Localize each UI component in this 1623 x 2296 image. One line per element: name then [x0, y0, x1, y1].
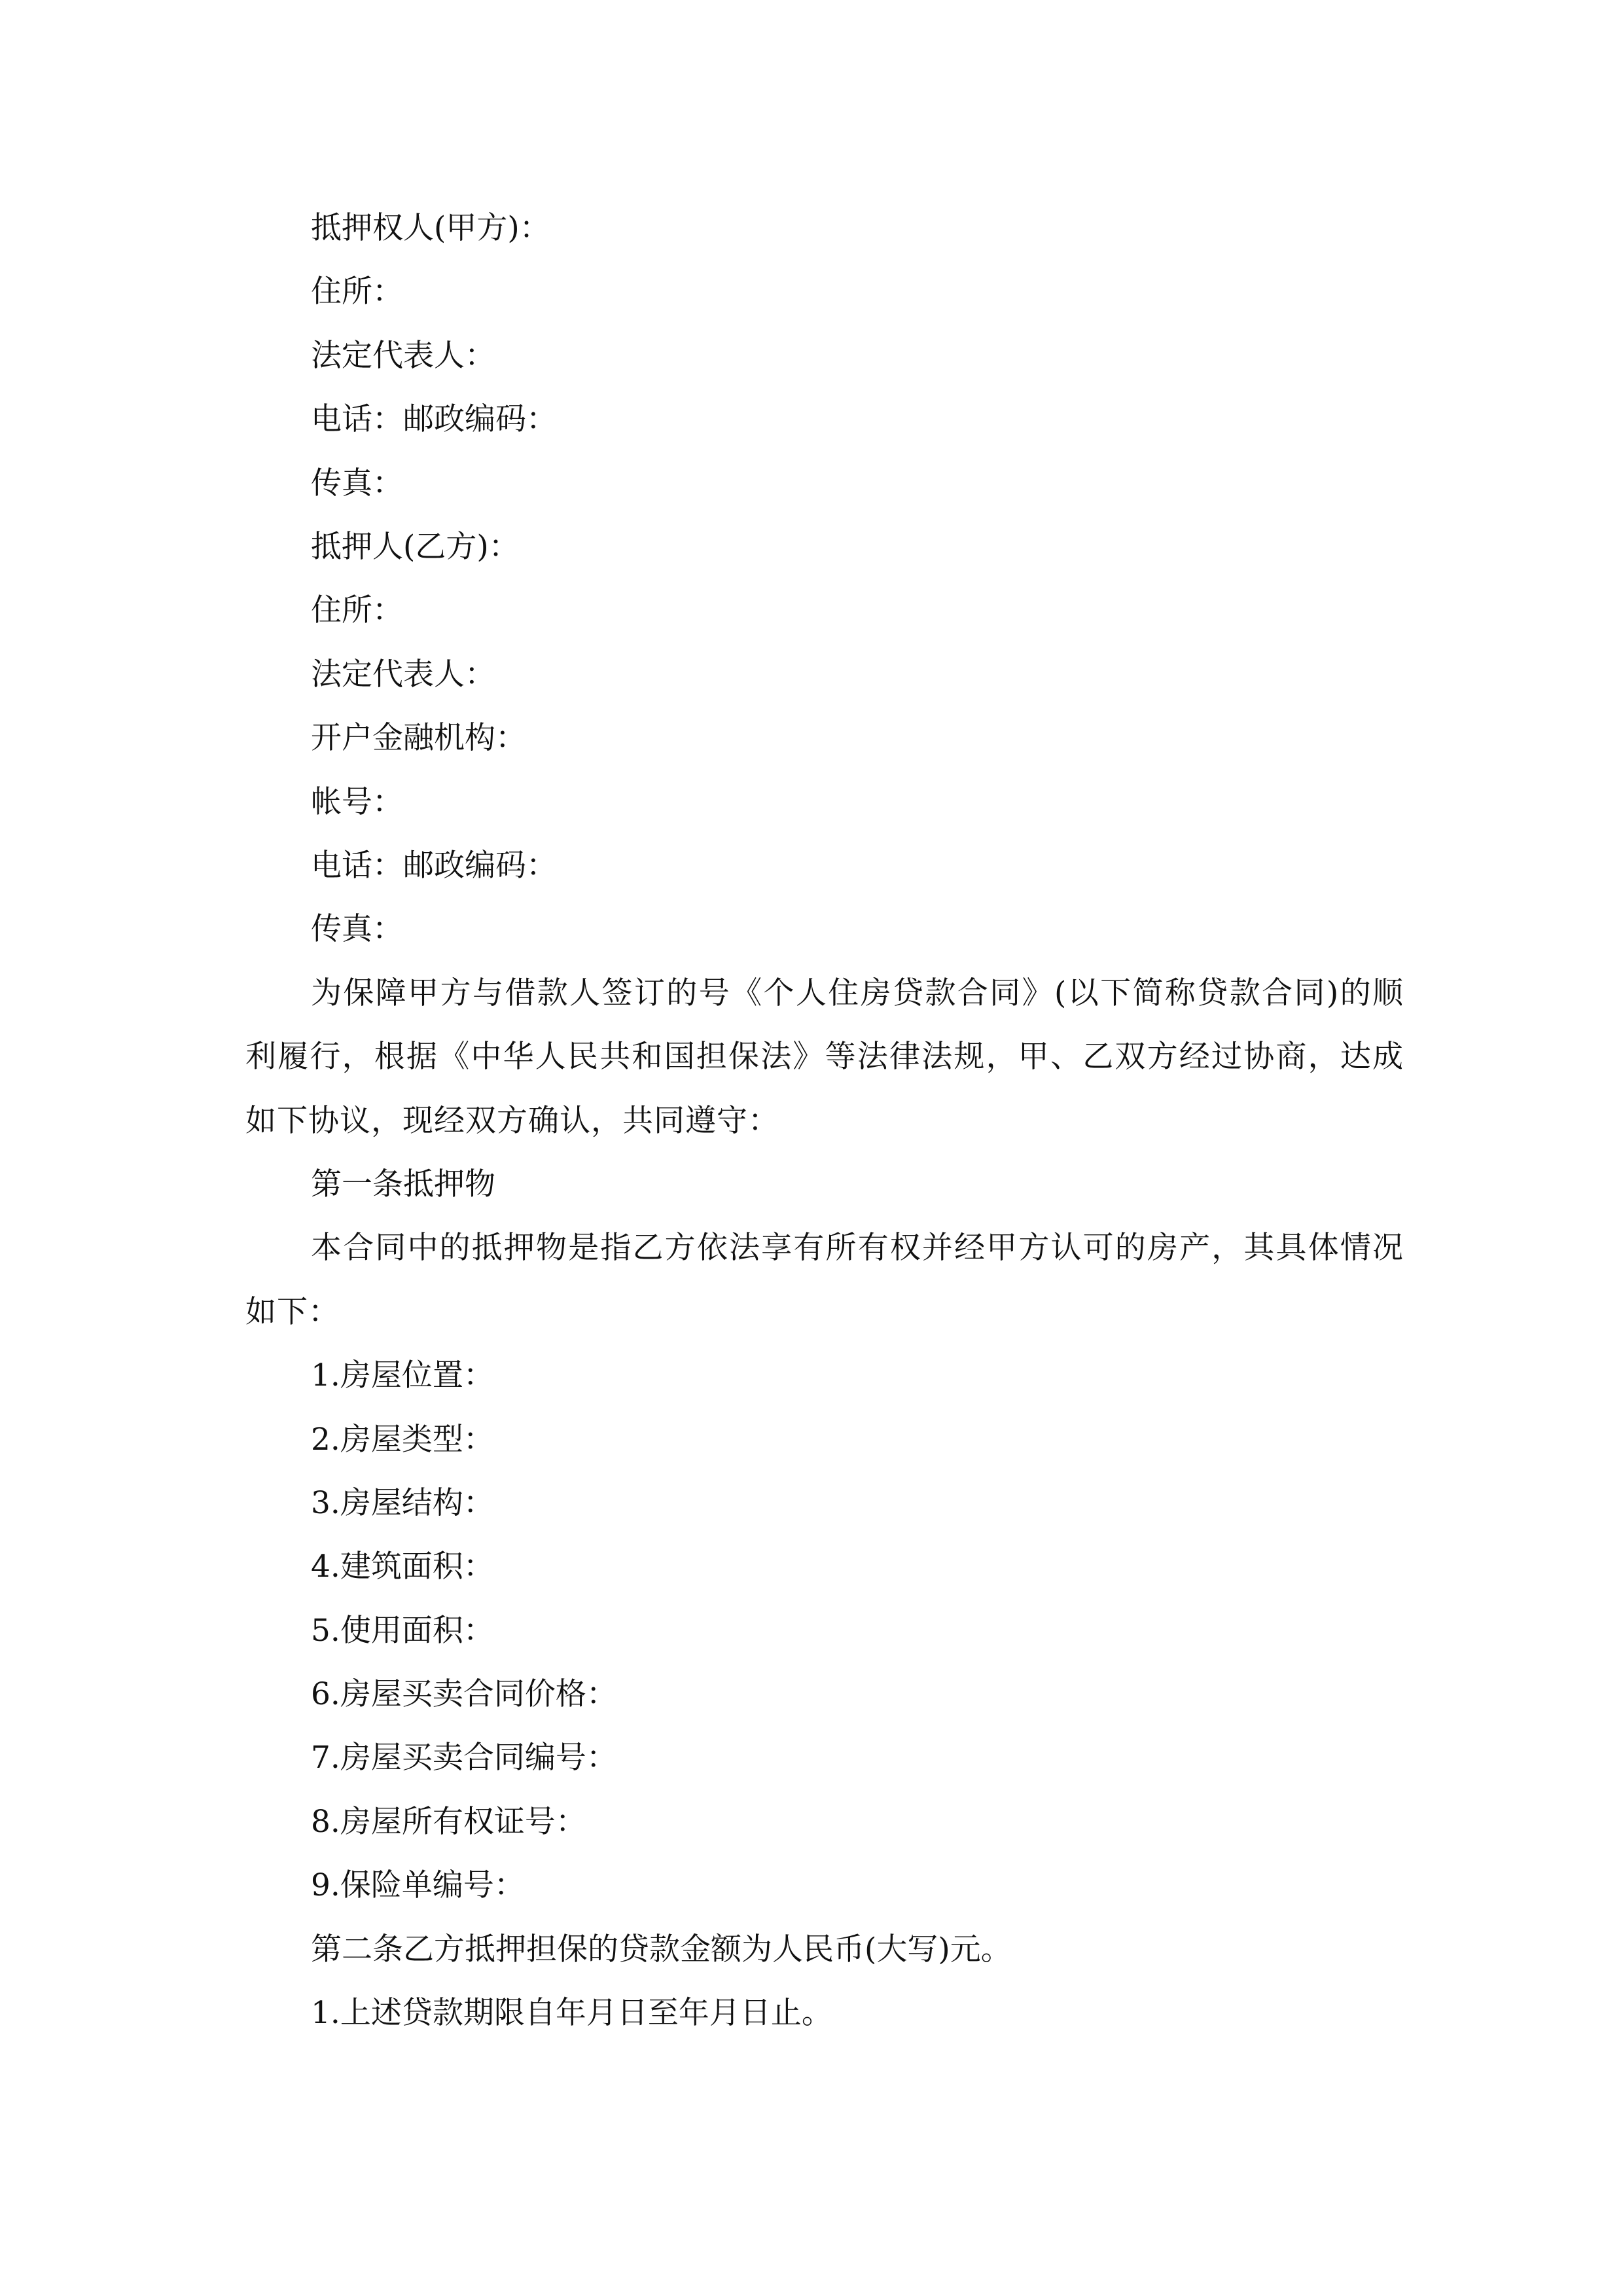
party-b-phone-postcode: 电话：邮政编码： [311, 847, 557, 884]
article-1-item: 8.房屋所有权证号： [311, 1803, 586, 1840]
party-b-bank: 开户金融机构： [311, 720, 526, 757]
article-1-title: 第一条抵押物 [311, 1166, 495, 1202]
party-b-account: 帐号： [311, 783, 403, 820]
article-1-item: 3.房屋结构： [311, 1484, 494, 1521]
party-b-fax: 传真： [311, 911, 403, 948]
preamble-paragraph: 为保障甲方与借款人签订的号《个人住房贷款合同》(以下简称贷款合同)的顺利履行，根据《中华人民共和国担保法》等法律法规，甲、乙双方经过协商，达成如下协议，现经双方确认，共同遵守： [245, 975, 1404, 1139]
article-1-item: 9.保险单编号： [311, 1867, 525, 1904]
party-b-address: 住所： [311, 592, 403, 629]
article-1-item: 4.建筑面积： [311, 1549, 494, 1585]
party-b-heading: 抵押人(乙方)： [311, 528, 520, 565]
party-a-legal-rep: 法定代表人： [311, 337, 495, 374]
party-a-address: 住所： [311, 274, 403, 310]
article-1-item: 1.房屋位置： [311, 1357, 494, 1394]
party-a-phone-postcode: 电话：邮政编码： [311, 401, 557, 438]
document-body [245, 196, 1404, 2045]
article-1-body: 本合同中的抵押物是指乙方依法享有所有权并经甲方认可的房产，其具体情况如下： [245, 1230, 1404, 1330]
article-1-item: 7.房屋买卖合同编号： [311, 1740, 617, 1776]
party-b-legal-rep: 法定代表人： [311, 656, 495, 692]
article-1-item: 5.使用面积： [311, 1612, 494, 1649]
article-2-item: 1.上述贷款期限自年月日至年月日止。 [311, 1995, 832, 2032]
party-a-fax: 传真： [311, 465, 403, 501]
party-a-heading: 抵押权人(甲方)： [311, 210, 550, 246]
article-1-item: 6.房屋买卖合同价格： [311, 1676, 617, 1713]
article-2-title: 第二条乙方抵押担保的贷款金额为人民币(大写)元。 [311, 1931, 1012, 1967]
article-1-item: 2.房屋类型： [311, 1421, 494, 1458]
